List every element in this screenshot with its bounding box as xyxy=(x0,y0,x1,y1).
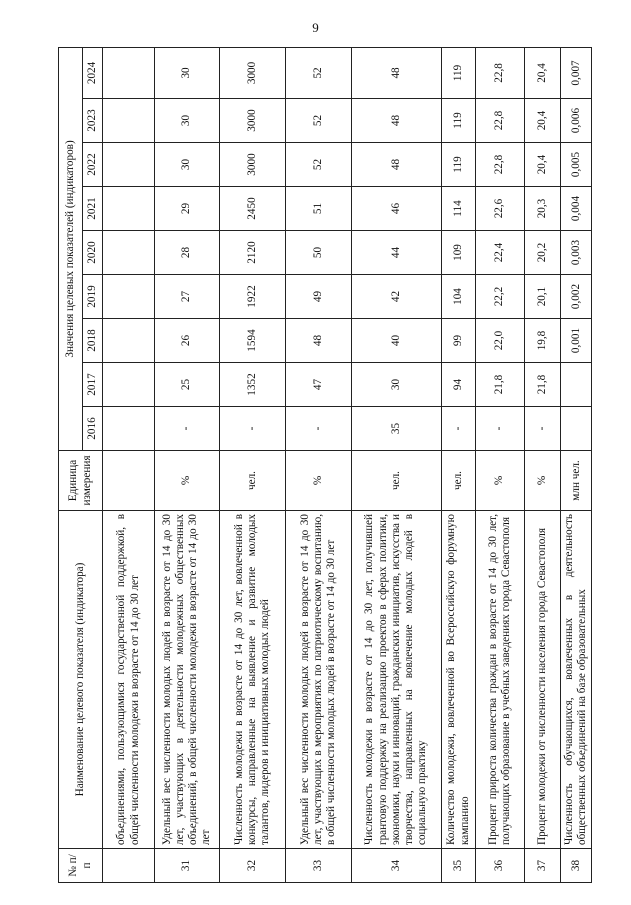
row-value: 52 xyxy=(286,47,352,98)
row-number: 37 xyxy=(525,849,561,883)
header-unit: Единица измерения xyxy=(59,451,103,511)
row-value: 47 xyxy=(286,363,352,407)
row-value xyxy=(561,363,592,407)
row-value: 30 xyxy=(352,363,442,407)
row-value: 22,0 xyxy=(476,319,525,363)
row-value: 52 xyxy=(286,143,352,187)
header-number: № п/п xyxy=(59,849,103,883)
row-value: 49 xyxy=(286,275,352,319)
rotated-table xyxy=(58,48,589,883)
row-value: 1594 xyxy=(220,319,286,363)
row-value: 114 xyxy=(442,187,476,231)
row-value: 119 xyxy=(442,143,476,187)
row-value: 52 xyxy=(286,99,352,143)
table-row xyxy=(220,47,286,882)
row-value: 20,4 xyxy=(525,99,561,143)
row-value: 0,003 xyxy=(561,231,592,275)
row-value: 104 xyxy=(442,275,476,319)
header-year: 2018 xyxy=(83,319,103,363)
row-value: 50 xyxy=(286,231,352,275)
row-number: 31 xyxy=(155,849,220,883)
row-value: 51 xyxy=(286,187,352,231)
row-value xyxy=(103,319,155,363)
row-value xyxy=(103,275,155,319)
row-name: Удельный вес численности молодых людей в возрасте от 14 до 30 лет, участвующих в мероприятиях по патриотическому воспитанию, в общей численности молодых людей в возрасте от 14 до 30 лет xyxy=(286,511,352,849)
row-value: 25 xyxy=(155,363,220,407)
row-name: Удельный вес численности молодых людей в возрасте от 14 до 30 лет, участвующих в деятельности молодежных общественных объединений, в общей численности молодежи в возрасте от 14 до 30 лет xyxy=(155,511,220,849)
row-value: 2120 xyxy=(220,231,286,275)
row-value xyxy=(103,187,155,231)
row-value: 22,6 xyxy=(476,187,525,231)
row-value: 0,005 xyxy=(561,143,592,187)
header-year: 2020 xyxy=(83,231,103,275)
row-value: 119 xyxy=(442,99,476,143)
row-value: 22,4 xyxy=(476,231,525,275)
row-value: - xyxy=(442,407,476,451)
row-value xyxy=(103,363,155,407)
row-value: 1352 xyxy=(220,363,286,407)
header-year: 2019 xyxy=(83,275,103,319)
row-value: 46 xyxy=(352,187,442,231)
row-value: 3000 xyxy=(220,143,286,187)
row-value: 22,8 xyxy=(476,143,525,187)
row-number: 36 xyxy=(476,849,525,883)
header-values-group: Значения целевых показателей (индикаторов) xyxy=(59,47,83,450)
page-number: 9 xyxy=(312,20,319,35)
row-value: 22,2 xyxy=(476,275,525,319)
row-value: 20,4 xyxy=(525,47,561,98)
row-name: Количество молодежи, вовлеченной во Всероссийскую форумную кампанию xyxy=(442,511,476,849)
row-value xyxy=(103,143,155,187)
row-value: 26 xyxy=(155,319,220,363)
row-number: 32 xyxy=(220,849,286,883)
row-unit: % xyxy=(155,451,220,511)
row-value: 119 xyxy=(442,47,476,98)
row-name: Численность молодежи в возрасте от 14 до 30 лет, вовлеченной в конкурсы, направленные на выявление и развитие молодых талантов, лидеров и инициативных молодых людей xyxy=(220,511,286,849)
row-name: Численность молодежи в возрасте от 14 до 30 лет, получившей грантовую поддержку на реализацию проектов в сферах политики, экономики, науки и инноваций, гражданских инициатив, искусства и творчества, направленных на вовлечение молодых людей в социальную практику xyxy=(352,511,442,849)
row-unit: млн чел. xyxy=(561,451,592,511)
row-value: 21,8 xyxy=(525,363,561,407)
table-row xyxy=(155,47,220,882)
table-row xyxy=(525,47,561,882)
row-value: 2450 xyxy=(220,187,286,231)
row-value xyxy=(561,407,592,451)
header-year: 2023 xyxy=(83,99,103,143)
row-value xyxy=(103,47,155,98)
row-value: - xyxy=(476,407,525,451)
row-name: Процент прироста количества граждан в возрасте от 14 до 30 лет, получающих образование в учебных заведениях города Севастополя xyxy=(476,511,525,849)
row-value: 22,8 xyxy=(476,99,525,143)
row-value: 28 xyxy=(155,231,220,275)
header-year: 2021 xyxy=(83,187,103,231)
indicators-table xyxy=(58,47,592,883)
row-name: Процент молодежи от численности населения города Севастополя xyxy=(525,511,561,849)
row-value: 20,1 xyxy=(525,275,561,319)
row-value: 0,001 xyxy=(561,319,592,363)
header-year: 2024 xyxy=(83,47,103,98)
row-number: 34 xyxy=(352,849,442,883)
row-value: 99 xyxy=(442,319,476,363)
row-unit: чел. xyxy=(352,451,442,511)
table-row xyxy=(561,47,592,882)
rotated-table-container xyxy=(58,48,589,883)
row-value: 1922 xyxy=(220,275,286,319)
row-value: 48 xyxy=(352,99,442,143)
row-number xyxy=(103,849,155,883)
row-value xyxy=(103,99,155,143)
header-year: 2016 xyxy=(83,407,103,451)
row-value: - xyxy=(286,407,352,451)
row-value: 42 xyxy=(352,275,442,319)
row-value: 48 xyxy=(352,47,442,98)
row-value: 30 xyxy=(155,47,220,98)
row-unit: % xyxy=(286,451,352,511)
row-value: - xyxy=(155,407,220,451)
row-value: 29 xyxy=(155,187,220,231)
row-unit: чел. xyxy=(220,451,286,511)
row-value: 22,8 xyxy=(476,47,525,98)
row-value: - xyxy=(220,407,286,451)
row-value: 40 xyxy=(352,319,442,363)
row-value: 48 xyxy=(352,143,442,187)
row-value: 0,004 xyxy=(561,187,592,231)
row-value: 44 xyxy=(352,231,442,275)
table-row xyxy=(286,47,352,882)
row-name: Численность обучающихся, вовлеченных в деятельность общественных объединений на базе образовательных xyxy=(561,511,592,849)
table-row xyxy=(442,47,476,882)
row-value xyxy=(103,231,155,275)
row-number: 33 xyxy=(286,849,352,883)
row-value: - xyxy=(525,407,561,451)
row-value: 109 xyxy=(442,231,476,275)
row-value: 3000 xyxy=(220,47,286,98)
row-name: объединениями, пользующимися государственной поддержкой, в общей численности молодежи в возрасте от 14 до 30 лет xyxy=(103,511,155,849)
row-unit: чел. xyxy=(442,451,476,511)
row-unit: % xyxy=(476,451,525,511)
row-value xyxy=(103,407,155,451)
row-number: 38 xyxy=(561,849,592,883)
row-value: 20,2 xyxy=(525,231,561,275)
header-year: 2022 xyxy=(83,143,103,187)
row-value: 0,002 xyxy=(561,275,592,319)
row-value: 48 xyxy=(286,319,352,363)
row-value: 0,006 xyxy=(561,99,592,143)
header-name: Наименование целевого показателя (индикатора) xyxy=(59,511,103,849)
table-row xyxy=(103,47,155,882)
row-value: 30 xyxy=(155,99,220,143)
row-value: 94 xyxy=(442,363,476,407)
row-value: 27 xyxy=(155,275,220,319)
row-value: 0,007 xyxy=(561,47,592,98)
header-year: 2017 xyxy=(83,363,103,407)
row-value: 30 xyxy=(155,143,220,187)
row-unit: % xyxy=(525,451,561,511)
table-row xyxy=(352,47,442,882)
row-value: 20,4 xyxy=(525,143,561,187)
table-row xyxy=(476,47,525,882)
row-value: 3000 xyxy=(220,99,286,143)
row-unit xyxy=(103,451,155,511)
row-value: 20,3 xyxy=(525,187,561,231)
row-value: 21,8 xyxy=(476,363,525,407)
row-value: 19,8 xyxy=(525,319,561,363)
row-number: 35 xyxy=(442,849,476,883)
row-value: 35 xyxy=(352,407,442,451)
